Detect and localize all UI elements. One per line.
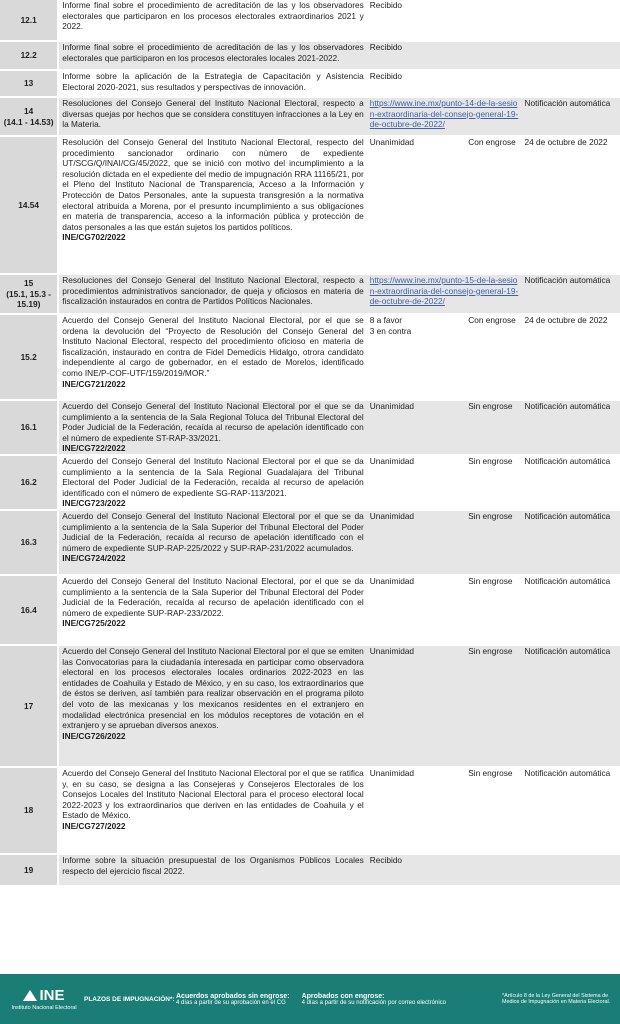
agenda-row	[0, 510, 620, 575]
item-number-label: 16.4	[20, 604, 37, 615]
agenda-row	[0, 274, 620, 314]
item-description	[58, 314, 366, 400]
item-number	[0, 70, 58, 97]
agreement-code: INE/CG727/2022	[62, 820, 126, 831]
engrose-text: Sin engrose	[468, 646, 513, 656]
vote-result-text: Unanimidad	[369, 137, 415, 147]
item-number	[0, 136, 58, 274]
engrose-status	[465, 767, 521, 854]
footer-divider	[0, 962, 620, 974]
item-description	[58, 0, 366, 41]
agenda-row	[0, 767, 620, 854]
agenda-row	[0, 400, 620, 455]
agenda-row	[0, 0, 620, 41]
notification-status	[522, 41, 620, 70]
engrose-status	[465, 41, 521, 70]
item-number-label: 13	[24, 78, 34, 89]
notification-status	[522, 575, 620, 645]
vote-result-text: Unanimidad	[369, 646, 415, 656]
sin-engrose-block	[176, 993, 290, 1006]
agenda-row	[0, 645, 620, 767]
item-description-text: Acuerdo del Consejo General del Instituto Nacional Electoral por el que se da cumplimiento a la sentencia de la Sala Regional Guadalajara del Tribunal Electoral del Poder Judicial de la Federación, recaída al recurso de apelación identificado con el número de expediente SG-RAP-113/2021.	[62, 456, 364, 498]
vote-result-text: Unanimidad	[369, 768, 415, 778]
engrose-text: Sin engrose	[468, 401, 513, 411]
item-description	[58, 97, 366, 136]
item-number	[0, 455, 58, 510]
vote-result	[367, 0, 465, 41]
agreement-code: INE/CG725/2022	[62, 618, 126, 629]
engrose-status	[465, 510, 521, 575]
item-description	[58, 575, 366, 645]
item-description-text: Resolución del Consejo General del Instituto Nacional Electoral, respecto del procedimiento sancionador ordinario con número de expediente UT/SCG/Q/INAI/CG/45/2022, que se inició con motivo del incumplimiento a la resolución dictada en el expediente del medio de impugnación RRA 11165/21, por el Pleno del Instituto Nacional de Transparencia, Acceso a la Información y Protección de Datos Personales, ante la supuesta transgresión a la normativa electoral atribuida a Morena, por el presunto incumplimiento a sus obligaciones en materia de transparencia, acceso a la información pública y protección de datos personales a las que están sujetos los partidos políticos.	[62, 137, 364, 232]
engrose-status	[465, 136, 521, 274]
plazos-label: PLAZOS DE IMPUGNACIÓN*:	[84, 995, 175, 1003]
item-number-range: (14.1 - 14.53)	[3, 116, 54, 127]
item-description-text: Acuerdo del Consejo General del Instituto Nacional Electoral por el que se da cumplimiento a la sentencia de la Sala Superior del Tribunal Electoral del Poder Judicial de la Federación, recaída al recurso de apelación identificado con el número de expediente SUP-RAP-225/2022 y SUP-RAP-231/2022 acumulados.	[62, 511, 364, 553]
item-number	[0, 0, 58, 41]
item-number	[0, 510, 58, 575]
agreement-code: INE/CG724/2022	[62, 553, 126, 564]
item-number-range: (15.1, 15.3 - 15.19)	[6, 288, 52, 310]
item-description-text: Informe final sobre el procedimiento de acreditación de las y los observadores electorales que participaron en los procesos electorales extraordinarios 2021 y 2022.	[62, 0, 364, 32]
agenda-row	[0, 575, 620, 645]
engrose-status	[465, 575, 521, 645]
item-description-text: Acuerdo del Consejo General del Instituto Nacional Electoral por el que se da cumplimiento a la sentencia de la Sala Regional Toluca del Tribunal Electoral del Poder Judicial de la Federación, recaída al recurso de apelación identificado con el número de expediente ST-RAP-33/2021.	[62, 401, 364, 443]
vote-result-text: Unanimidad	[369, 511, 415, 521]
engrose-text: Con engrose	[468, 315, 516, 325]
con-engrose-sub: 4 días a partir de su notificación por correo electrónico	[301, 999, 447, 1006]
item-description-text: Informe sobre la situación presupuestal de los Organismos Públicos Locales respecto del ejercicio fiscal 2022.	[62, 855, 364, 876]
vote-result	[367, 274, 522, 314]
item-number-label: 18	[24, 805, 34, 816]
item-description-text: Informe final sobre el procedimiento de acreditación de las y los observadores electorales que participaron en los procesos electorales locales 2021-2022.	[62, 42, 364, 63]
notification-status	[522, 274, 620, 314]
notification-text: Notificación automática	[524, 456, 611, 466]
notification-status	[522, 854, 620, 886]
notification-text: 24 de octubre de 2022	[524, 137, 608, 147]
item-number	[0, 274, 58, 314]
vote-result-text: Recibido	[369, 42, 403, 52]
engrose-status	[465, 645, 521, 767]
vote-result-text: Unanimidad	[369, 401, 415, 411]
notification-status	[522, 136, 620, 274]
item-description-text: Informe sobre la aplicación de la Estrategia de Capacitación y Asistencia Electoral 2020-2021, sus resultados y perspectivas de innovación.	[62, 71, 364, 92]
vote-result	[367, 41, 465, 70]
agreement-code: INE/CG721/2022	[62, 378, 126, 389]
item-number-label: 12.1	[20, 14, 37, 25]
vote-result-text: Unanimidad	[369, 576, 415, 586]
notification-text: 24 de octubre de 2022	[524, 315, 608, 325]
item-number-label: 16.3	[20, 537, 37, 548]
vote-result	[367, 70, 465, 97]
agenda-row	[0, 314, 620, 400]
agenda-row	[0, 136, 620, 274]
notification-status	[522, 510, 620, 575]
vote-result-text: Recibido	[369, 855, 403, 865]
logo-subtitle: Instituto Nacional Electoral	[11, 1005, 77, 1011]
notification-status	[522, 314, 620, 400]
item-description-text: Resoluciones del Consejo General del Instituto Nacional Electoral, respecto a diversas quejas por hechos que se considera constituyen infracciones a la Ley en la Materia.	[62, 98, 364, 130]
agenda-row	[0, 70, 620, 97]
vote-result-text: 8 a favor	[369, 315, 403, 325]
agreement-code: INE/CG722/2022	[62, 443, 126, 454]
agreement-code: INE/CG723/2022	[62, 498, 126, 509]
engrose-status	[465, 455, 521, 510]
logo-text: INE	[39, 987, 65, 1004]
item-number	[0, 97, 58, 136]
notification-status	[522, 0, 620, 41]
item-number	[0, 41, 58, 70]
notification-text: Notificación automática	[524, 511, 611, 521]
notification-text: Notificación automática	[524, 576, 611, 586]
notification-status	[522, 455, 620, 510]
vote-result	[367, 455, 465, 510]
con-engrose-title: Aprobados con engrose:	[301, 992, 385, 1000]
vote-result	[367, 645, 465, 767]
engrose-status	[465, 314, 521, 400]
notification-status	[522, 70, 620, 97]
item-number-label: 14.54	[18, 199, 40, 210]
agreement-code: INE/CG702/2022	[62, 232, 126, 243]
item-number-label: 14	[24, 105, 34, 116]
con-engrose-block	[302, 993, 446, 1006]
item-number	[0, 314, 58, 400]
engrose-text: Sin engrose	[468, 768, 513, 778]
ine-logo-icon	[23, 990, 37, 1001]
engrose-status	[465, 0, 521, 41]
vote-result	[367, 314, 465, 400]
item-number-label: 15.2	[20, 351, 37, 362]
notification-status	[522, 767, 620, 854]
item-description-text: Acuerdo del Consejo General del Instituto Nacional Electoral, por el que se da cumplimiento a la sentencia de la Sala Superior del Tribunal Electoral del Poder Judicial de la Federación, recaída al recurso de apelación identificado con el número de expediente SUP-RAP-233/2022.	[62, 576, 364, 618]
item-description	[58, 70, 366, 97]
vote-result-text: Recibido	[369, 71, 403, 81]
sin-engrose-sub: 4 días a partir de su aprobación en el CG	[176, 999, 286, 1006]
vote-result	[367, 854, 465, 886]
engrose-status	[465, 854, 521, 886]
engrose-status	[465, 400, 521, 455]
notification-status	[522, 400, 620, 455]
notification-text: Notificación automática	[524, 98, 611, 108]
item-number	[0, 767, 58, 854]
item-number	[0, 400, 58, 455]
vote-result	[367, 400, 465, 455]
notification-text: Notificación automática	[524, 646, 611, 656]
item-number-label: 16.1	[20, 422, 37, 433]
notification-text: Notificación automática	[524, 768, 611, 778]
item-link[interactable]: https://www.ine.mx/punto-14-de-la-sesion-extraordinaria-del-consejo-general-19-de-octubre-de-2022/	[369, 98, 519, 130]
item-description	[58, 274, 366, 314]
engrose-text: Con engrose	[468, 137, 516, 147]
agenda-row	[0, 41, 620, 70]
agreement-code: INE/CG726/2022	[62, 730, 126, 741]
agenda-row	[0, 854, 620, 886]
item-description-text: Resoluciones del Consejo General del Instituto Nacional Electoral, respecto a procedimientos administrativos sancionador, de queja y oficiosos en materia de fiscalización instaurados en contra de Partidos Políticos Nacionales.	[62, 275, 364, 307]
vote-result	[367, 97, 522, 136]
vote-result	[367, 510, 465, 575]
item-description	[58, 400, 366, 455]
item-link[interactable]: https://www.ine.mx/punto-15-de-la-sesion-extraordinaria-del-consejo-general-19-de-octubre-de-2022/	[369, 275, 519, 307]
vote-result	[367, 136, 465, 274]
item-description-text: Acuerdo del Consejo General del Instituto Nacional Electoral, por el que se ordena la devolución del “Proyecto de Resolución del Consejo General del Instituto Nacional Electoral, respecto del procedimiento oficioso en materia de fiscalización, instaurado en contra de Fidel Demedicis Hidalgo, otrora candidato independiente al cargo de gobernador, en el estado de Morelos, identificado como INE/P-COF-UTF/159/2019/MOR.”	[62, 315, 364, 378]
item-description-text: Acuerdo del Consejo General del Instituto Nacional Electoral por el que se emiten las Convocatorias para la ciudadanía interesada en participar como observadora electoral en los procesos electorales locales ordinarios 2022-2023 en las entidades de Coahuila y Estado de México, y en su caso, los extraordinarios que de éstos se deriven, así también para realizar observación en el programa piloto del voto de las mexicanas y los mexicanos residentes en el extranjero en modalidad electrónica presencial en los módulos receptores de votación en el extranjero y se aprueban diversos anexos.	[62, 646, 364, 731]
item-description	[58, 510, 366, 575]
item-number-label: 16.2	[20, 477, 37, 488]
item-description	[58, 854, 366, 886]
engrose-status	[465, 70, 521, 97]
item-description	[58, 41, 366, 70]
item-number	[0, 575, 58, 645]
vote-result-text-2: 3 en contra	[369, 325, 412, 336]
agenda-row	[0, 455, 620, 510]
vote-result	[367, 767, 465, 854]
item-number-label: 17	[24, 700, 34, 711]
footer-note: *Artículo 8 de la Ley General del Sistema de Medios de Impugnación en Materia Electoral.	[502, 992, 611, 1005]
item-number-label: 15	[24, 278, 34, 289]
notification-text: Notificación automática	[524, 401, 611, 411]
item-description	[58, 645, 366, 767]
item-description-text: Acuerdo del Consejo General del Instituto Nacional Electoral por el que se ratifica y, en su caso, se designa a las Consejeras y Consejeros Electorales de los Consejos Locales del Instituto Nacional Electoral para el proceso electoral local 2022-2023 y los extraordinarios que deriven en las entidades de Coahuila y el Estado de México.	[62, 768, 364, 821]
notification-status	[522, 97, 620, 136]
engrose-text: Sin engrose	[468, 576, 513, 586]
item-description	[58, 767, 366, 854]
notification-status	[522, 645, 620, 767]
notification-text: Notificación automática	[524, 275, 611, 285]
item-number-label: 12.2	[20, 50, 37, 61]
item-number	[0, 854, 58, 886]
sin-engrose-title: Acuerdos aprobados sin engrose:	[176, 992, 290, 1000]
item-number	[0, 645, 58, 767]
engrose-text: Sin engrose	[468, 511, 513, 521]
ine-logo	[0, 987, 84, 1011]
vote-result-text: Unanimidad	[369, 456, 415, 466]
agenda-row	[0, 97, 620, 136]
engrose-text: Sin engrose	[468, 456, 513, 466]
item-number-label: 19	[24, 864, 34, 875]
item-description	[58, 455, 366, 510]
item-description	[58, 136, 366, 274]
vote-result	[367, 575, 465, 645]
footer-bar	[0, 974, 620, 1024]
vote-result-text: Recibido	[369, 0, 403, 10]
